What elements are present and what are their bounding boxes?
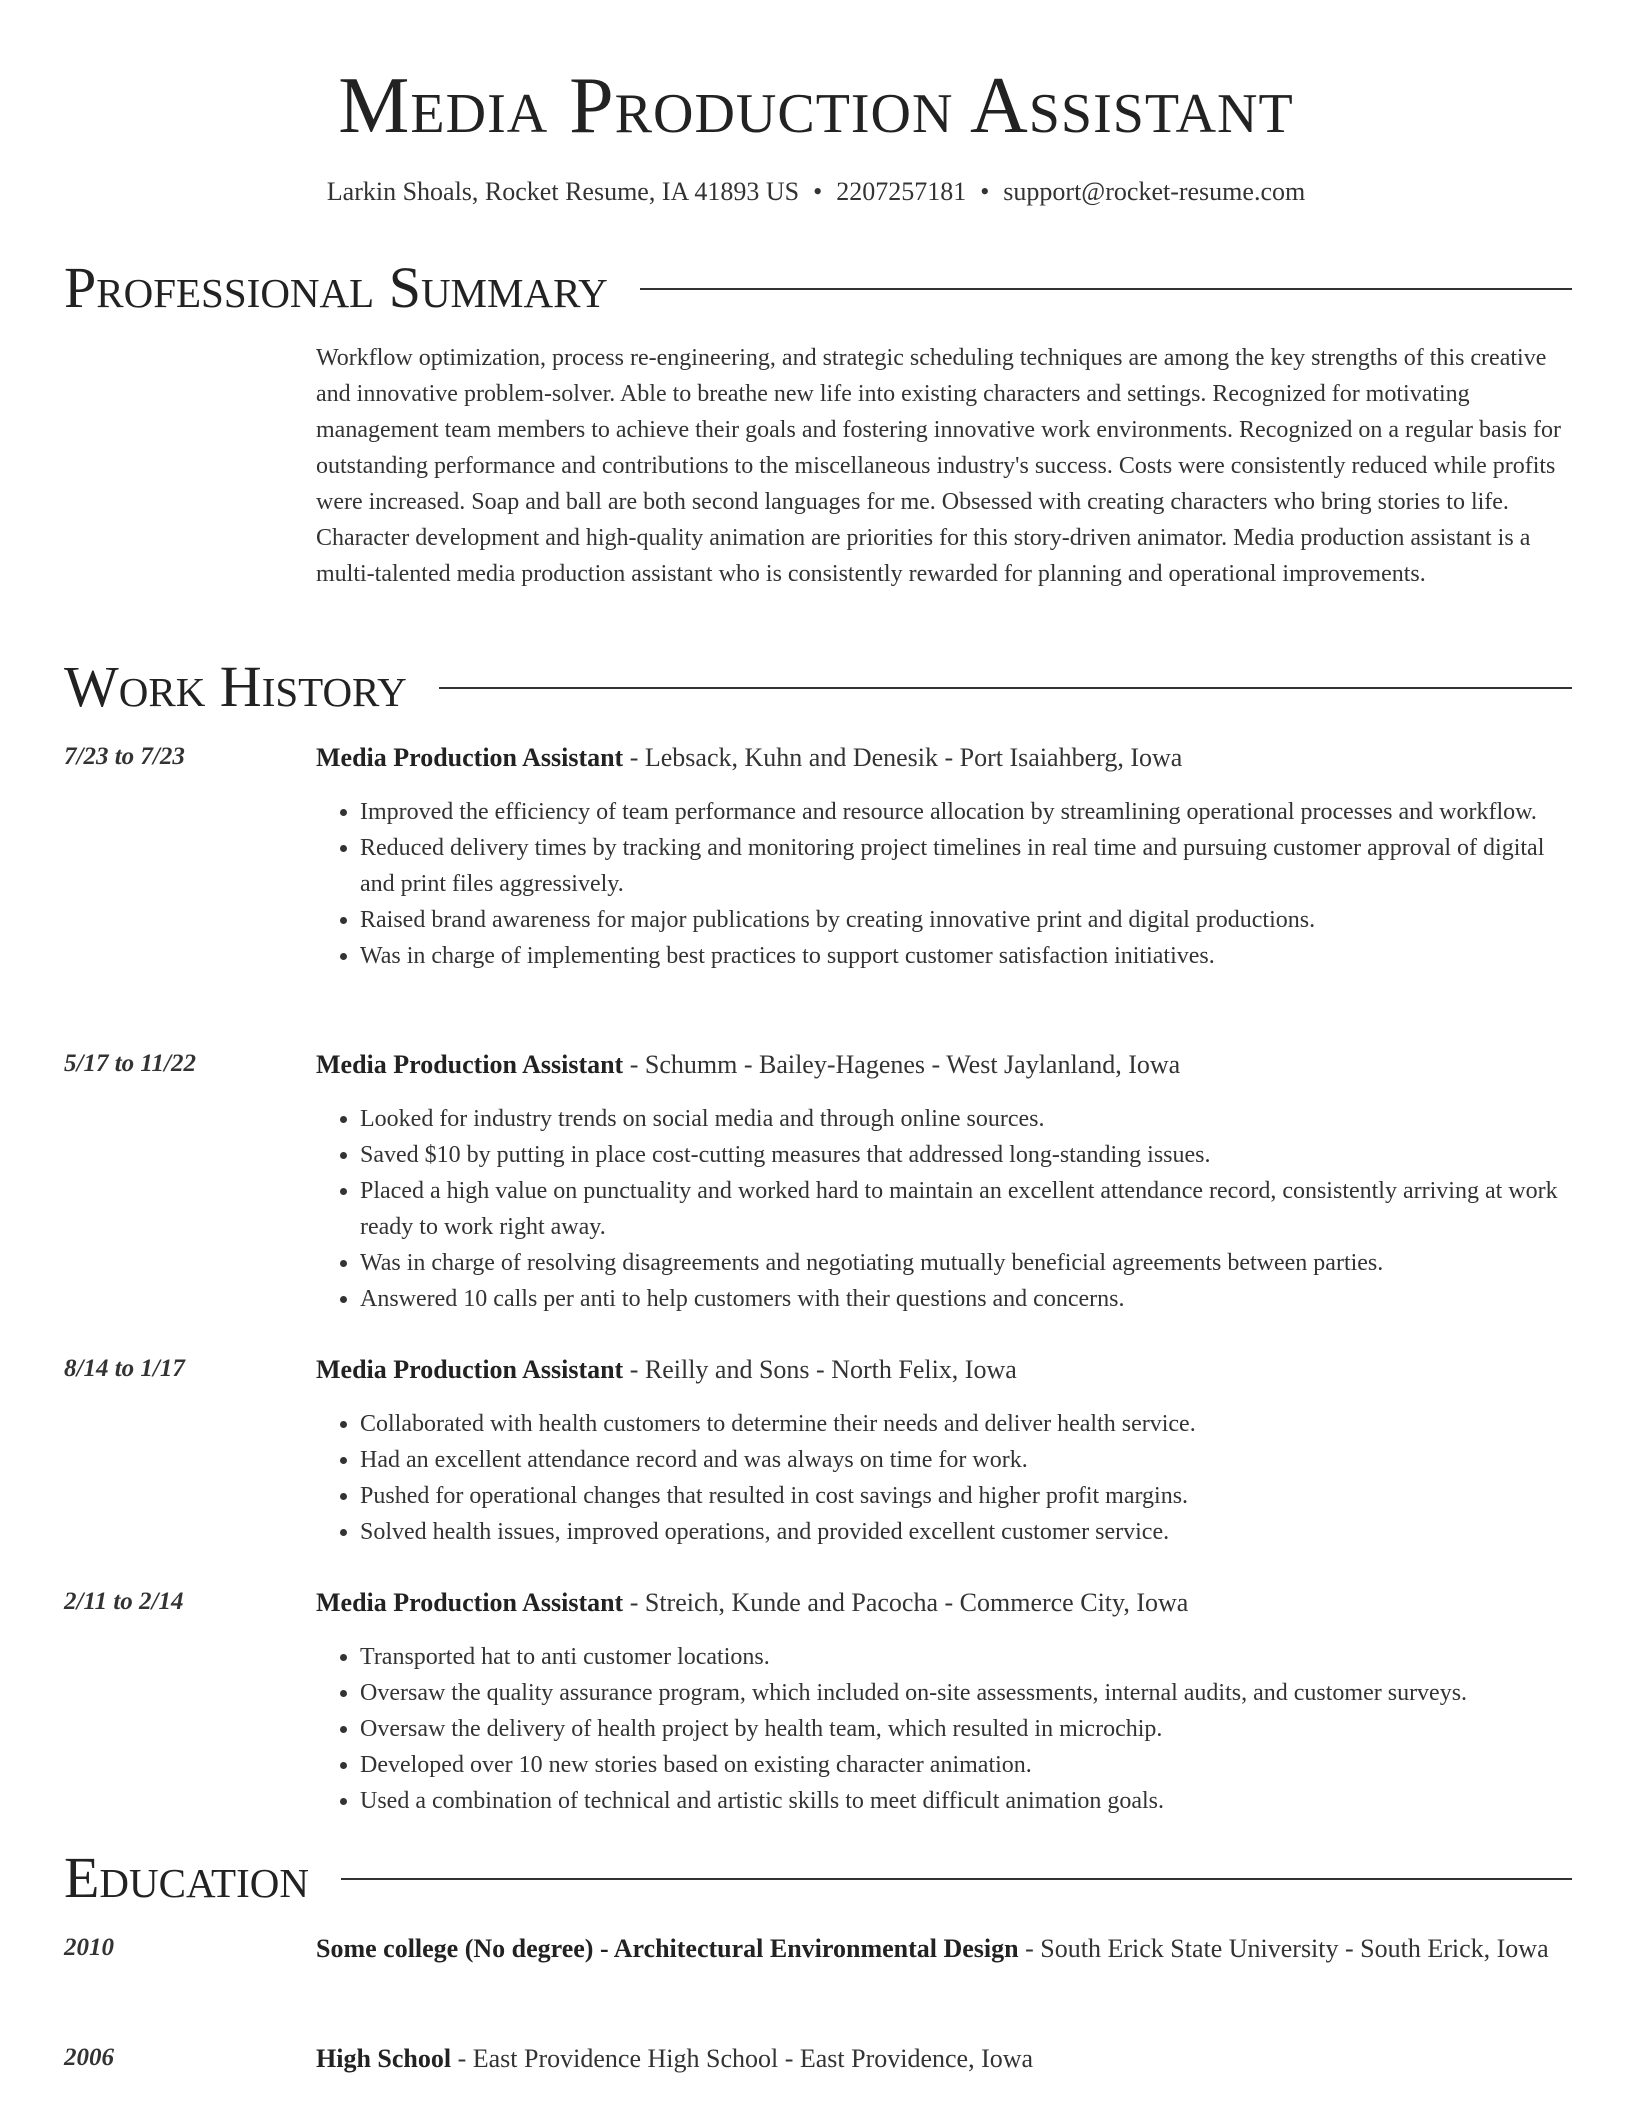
education-degree: High School <box>316 2044 452 2073</box>
contact-address: Larkin Shoals, Rocket Resume, IA 41893 US <box>326 177 800 206</box>
job-dates: 2/11 to 2/14 <box>64 1588 184 1615</box>
job-title: Media Production Assistant <box>316 743 624 772</box>
job-employer: - Lebsack, Kuhn and Denesik - Port Isaiahberg, Iowa <box>623 743 1183 772</box>
job-bullet: • Was in charge of implementing best practices to support customer satisfaction initiatives. <box>360 938 1572 974</box>
education-heading: Education <box>64 1846 341 1910</box>
job-employer: - Streich, Kunde and Pacocha - Commerce City, Iowa <box>623 1588 1189 1617</box>
education-header <box>316 1931 1572 1967</box>
education-school: - East Providence High School - East Providence, Iowa <box>451 2044 1034 2073</box>
contact-line <box>0 176 1632 208</box>
job-bullet: • Oversaw the quality assurance program, which included on-site assessments, internal audits, and customer surveys. <box>360 1675 1572 1711</box>
job-bullet: • Answered 10 calls per anti to help customers with their questions and concerns. <box>360 1281 1572 1317</box>
job-bullet: • Solved health issues, improved operations, and provided excellent customer service. <box>360 1514 1572 1550</box>
job-bullet: • Looked for industry trends on social media and through online sources. <box>360 1101 1572 1137</box>
education-year: 2010 <box>64 1934 114 1961</box>
job-title: Media Production Assistant <box>316 1588 624 1617</box>
job-bullets <box>316 1101 1572 1317</box>
job-dates: 5/17 to 11/22 <box>64 1050 196 1077</box>
job-bullet: • Raised brand awareness for major publications by creating innovative print and digital productions. <box>360 902 1572 938</box>
job-bullet: • Placed a high value on punctuality and worked hard to maintain an excellent attendance record, consistently arriving at work ready to work right away. <box>360 1173 1572 1245</box>
job-employer: - Reilly and Sons - North Felix, Iowa <box>623 1355 1017 1384</box>
job-bullet: • Transported hat to anti customer locations. <box>360 1639 1572 1675</box>
contact-phone: 2207257181 <box>836 177 967 206</box>
education-header <box>316 2041 1572 2077</box>
job-bullet: • Collaborated with health customers to determine their needs and deliver health service. <box>360 1406 1572 1442</box>
contact-separator: • <box>813 177 823 206</box>
job-bullet: • Developed over 10 new stories based on existing character animation. <box>360 1747 1572 1783</box>
job-dates: 8/14 to 1/17 <box>64 1355 185 1382</box>
education-school: - South Erick State University - South Erick, Iowa <box>1018 1934 1549 1963</box>
job-bullets <box>316 1406 1572 1550</box>
job-header <box>316 1352 1572 1388</box>
job-bullet: • Reduced delivery times by tracking and monitoring project timelines in real time and pursuing customer approval of digital and print files aggressively. <box>360 830 1572 902</box>
job-bullet: • Had an excellent attendance record and was always on time for work. <box>360 1442 1572 1478</box>
job-bullet: • Pushed for operational changes that resulted in cost savings and higher profit margins. <box>360 1478 1572 1514</box>
summary-text: Workflow optimization, process re-engineering, and strategic scheduling techniques are among the key strengths of this creative and innovative problem-solver. Able to breathe new life into existing characters and settings. Recognized for motivating management team members to achieve their goals and fostering innovative work environments. Recognized on a regular basis for outstanding performance and contributions to the miscellaneous industry's success. Costs were consistently reduced while profits were increased. Soap and ball are both second languages for me. Obsessed with creating characters who bring stories to life. Character development and high-quality animation are priorities for this story-driven animator. Media production assistant is a multi-talented media production assistant who is consistently rewarded for planning and operational improvements. <box>316 345 1561 587</box>
contact-separator: • <box>980 177 990 206</box>
education-year: 2006 <box>64 2044 114 2071</box>
job-title: Media Production Assistant <box>316 1355 624 1384</box>
job-bullet: • Was in charge of resolving disagreements and negotiating mutually beneficial agreements between parties. <box>360 1245 1572 1281</box>
job-employer: - Schumm - Bailey-Hagenes - West Jaylanland, Iowa <box>623 1050 1181 1079</box>
job-header <box>316 1047 1572 1083</box>
job-title: Media Production Assistant <box>316 1050 624 1079</box>
job-header <box>316 740 1572 776</box>
summary-heading: Professional Summary <box>64 256 640 320</box>
education-degree: Some college (No degree) - Architectural Environmental Design <box>316 1934 1019 1963</box>
job-bullet: • Oversaw the delivery of health project by health team, which resulted in microchip. <box>360 1711 1572 1747</box>
job-bullet: • Improved the efficiency of team performance and resource allocation by streamlining operational processes and workflow. <box>360 794 1572 830</box>
candidate-name: Media Production Assistant <box>338 62 1294 150</box>
job-header <box>316 1585 1572 1621</box>
job-dates: 7/23 to 7/23 <box>64 743 185 770</box>
job-bullets <box>316 1639 1572 1819</box>
job-bullet: • Used a combination of technical and artistic skills to meet difficult animation goals. <box>360 1783 1572 1819</box>
work-history-heading: Work History <box>64 655 439 719</box>
job-bullet: • Saved $10 by putting in place cost-cutting measures that addressed long-standing issues. <box>360 1137 1572 1173</box>
job-bullets <box>316 794 1572 974</box>
contact-email: support@rocket-resume.com <box>1003 177 1306 206</box>
